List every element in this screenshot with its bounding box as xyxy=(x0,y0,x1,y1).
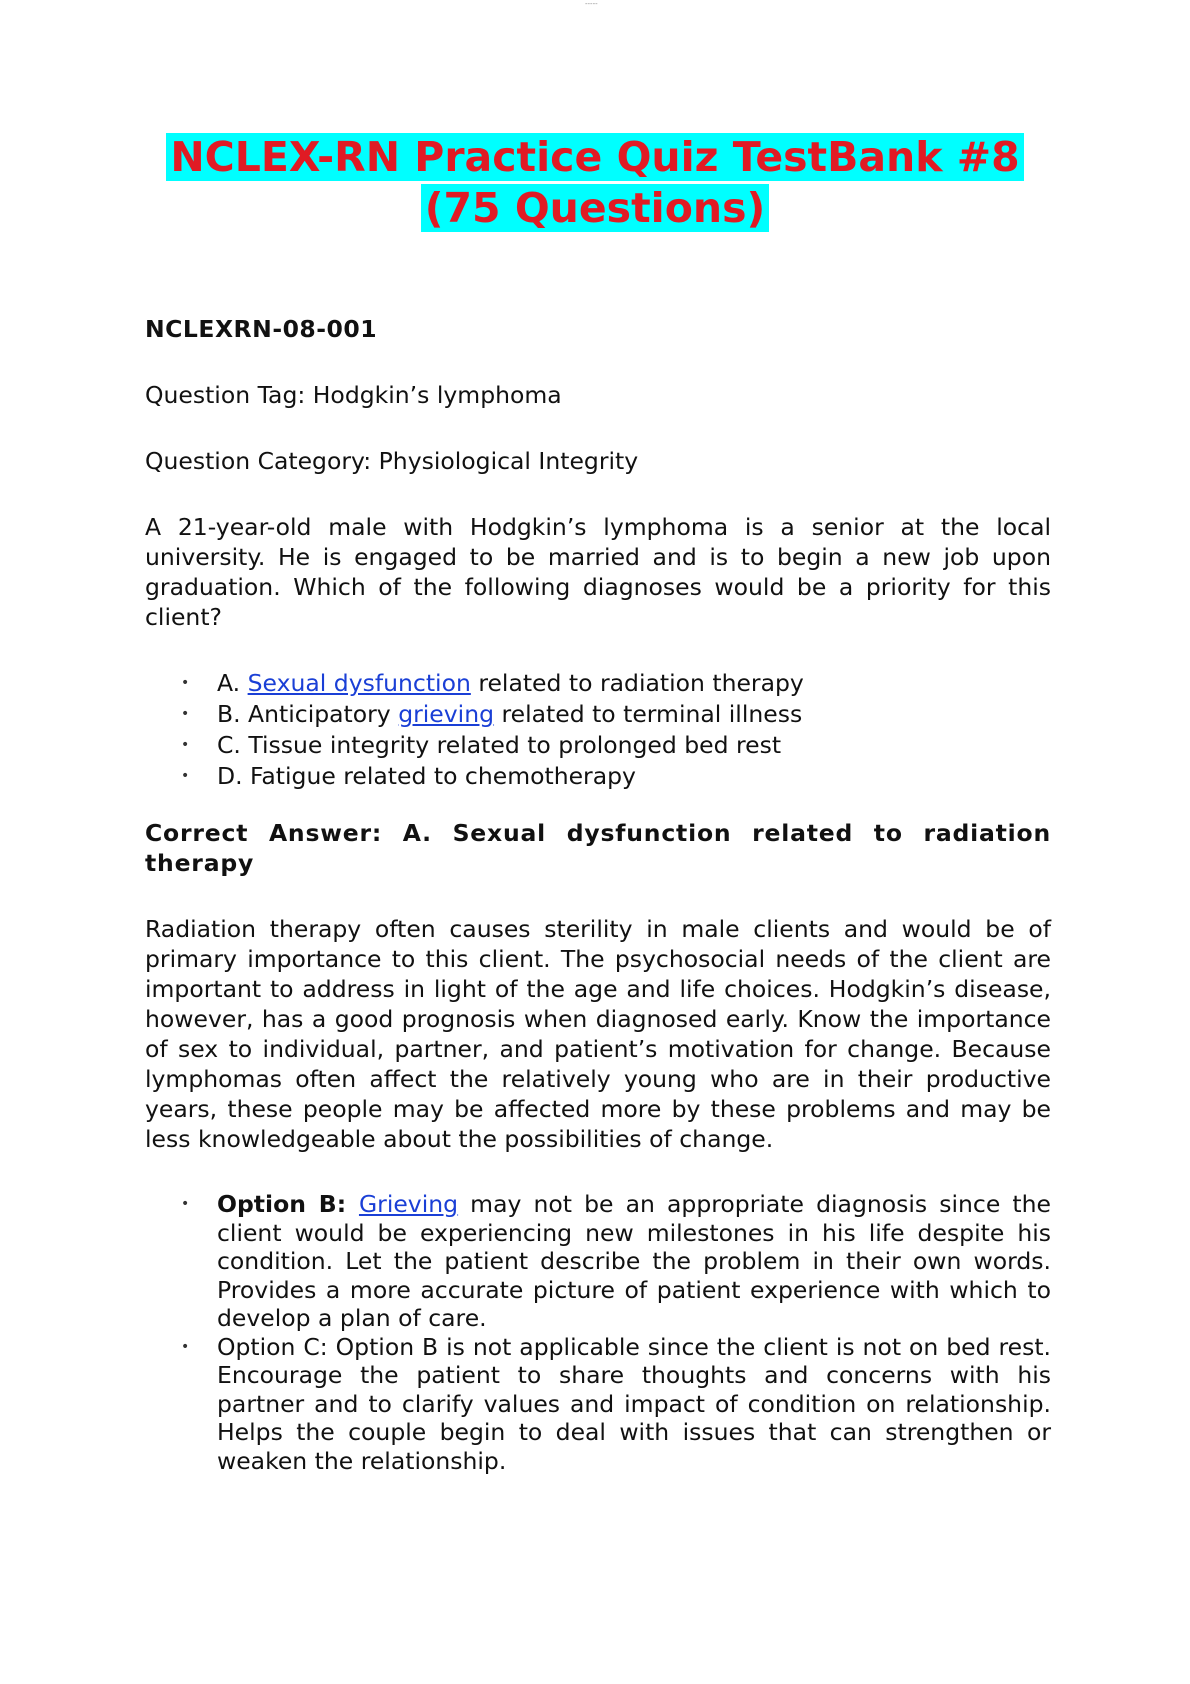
document-title xyxy=(0,132,1190,234)
option-a xyxy=(145,668,1051,699)
question-category-label: Question Category: xyxy=(145,447,372,475)
option-b-suffix: related to terminal illness xyxy=(494,700,803,728)
option-a-prefix: A. xyxy=(217,669,248,697)
option-c xyxy=(145,730,1051,761)
page-header-mark: ----- xyxy=(585,0,598,8)
option-d xyxy=(145,761,1051,792)
question-tag-label: Question Tag: xyxy=(145,381,306,409)
question-category xyxy=(145,446,1051,476)
rationale-paragraph: Radiation therapy often causes sterility in male clients and would be of primary importance to this client. The psychosocial needs of the client are important to address in light of the age and life choices. Hodgkin’s disease, however, has a good prognosis when diagnosed early. Know the importance of sex to individual, partner, and patient’s motivation for change. Because lymphomas often affect the relatively young who are in their productive years, these people may be affected more by these problems and may be less knowledgeable about the possibilities of change. xyxy=(145,915,1051,1153)
explanation-b-text: may not be an appropriate diagnosis since the client would be experiencing new milestones in his life despite his condition. Let the patient describe the problem in their own words. Provides a more accurate picture of patient experience with which to develop a plan of care. xyxy=(217,1190,1052,1332)
question-tag-value: Hodgkin’s lymphoma xyxy=(312,381,562,409)
answer-options xyxy=(145,668,1051,792)
grieving-explanation-link[interactable]: Grieving xyxy=(358,1190,459,1218)
correct-answer: Correct Answer: A. Sexual dysfunction related to radiation therapy xyxy=(145,819,1051,877)
grieving-link[interactable]: grieving xyxy=(398,700,495,728)
option-a-suffix: related to radiation therapy xyxy=(470,669,804,697)
question-stem: A 21-year-old male with Hodgkin’s lymphoma is a senior at the local university. He is engaged to be married and is to begin a new job upon graduation. Which of the following diagnoses would be a priority for this client? xyxy=(145,513,1051,631)
explanation-c-text: Option C: Option B is not applicable since the client is not on bed rest. Encourage the patient to share thoughts and concerns with his partner and to clarify values and impact of condition on relationship. Helps the couple begin to deal with issues that can strengthen or weaken the relationship. xyxy=(217,1332,1051,1475)
option-c-text: C. Tissue integrity related to prolonged bed rest xyxy=(217,731,782,759)
question-content xyxy=(145,314,1051,1475)
explanation-option-b xyxy=(145,1190,1051,1333)
question-tag xyxy=(145,380,1051,410)
explanation-option-c xyxy=(145,1333,1051,1476)
explanation-b-label: Option B: xyxy=(217,1190,359,1218)
question-id: NCLEXRN-08-001 xyxy=(145,315,378,343)
title-line-1: NCLEX-RN Practice Quiz TestBank #8 xyxy=(166,133,1023,181)
option-b-prefix: B. Anticipatory xyxy=(217,700,399,728)
option-b xyxy=(145,699,1051,730)
option-explanations xyxy=(145,1190,1051,1475)
sexual-dysfunction-link[interactable]: Sexual dysfunction xyxy=(247,669,471,697)
title-line-2: (75 Questions) xyxy=(421,184,769,232)
option-d-text: D. Fatigue related to chemotherapy xyxy=(217,762,636,790)
question-category-value: Physiological Integrity xyxy=(378,447,639,475)
